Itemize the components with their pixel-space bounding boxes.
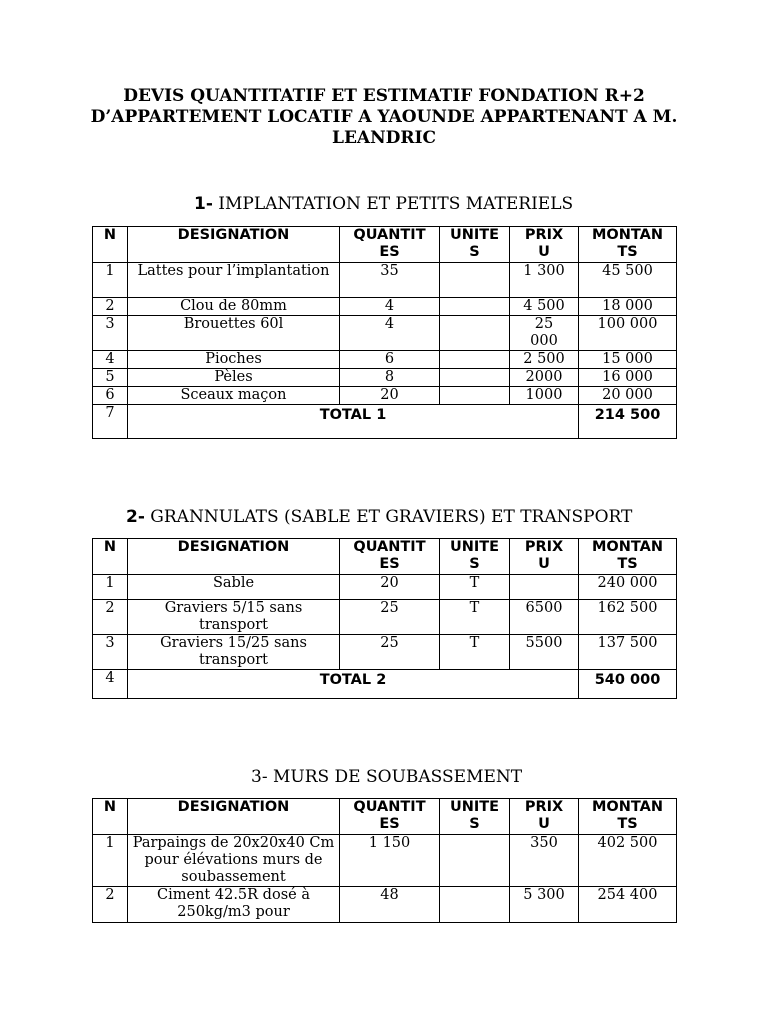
- cell-prix: 5 300: [510, 887, 579, 923]
- table-row: [93, 387, 677, 405]
- header-quantites: QUANTIT ES: [340, 799, 440, 835]
- section-1-number: 1-: [194, 194, 213, 214]
- table-row: [93, 887, 677, 923]
- cell-prix: 6500: [510, 600, 579, 635]
- header-unites: UNITE S: [440, 799, 510, 835]
- cell-montant: 18 000: [579, 298, 677, 316]
- header-quantites: QUANTIT ES: [340, 539, 440, 575]
- total-value: 540 000: [579, 670, 677, 699]
- cell-prix: 5500: [510, 635, 579, 670]
- section-3-heading: [251, 767, 522, 787]
- total-value: 214 500: [579, 405, 677, 439]
- cell-montant: 402 500: [579, 835, 677, 887]
- cell-montant: 162 500: [579, 600, 677, 635]
- cell-designation: Graviers 15/25 sans transport: [128, 635, 340, 670]
- cell-unite: T: [440, 575, 510, 600]
- cell-designation: Clou de 80mm: [128, 298, 340, 316]
- cell-n: 4: [93, 670, 128, 699]
- cell-quantite: 1 150: [340, 835, 440, 887]
- section-2-table: [92, 538, 677, 699]
- cell-n: 3: [93, 635, 128, 670]
- table-row: [93, 316, 677, 351]
- cell-quantite: 20: [340, 575, 440, 600]
- cell-designation: Ciment 42.5R dosé à 250kg/m3 pour: [128, 887, 340, 923]
- header-montants: MONTAN TS: [579, 227, 677, 263]
- section-1-table: [92, 226, 677, 439]
- section-3-title: 3- MURS DE SOUBASSEMENT: [251, 767, 523, 787]
- table-row: [93, 351, 677, 369]
- cell-prix: 4 500: [510, 298, 579, 316]
- cell-unite: [440, 351, 510, 369]
- table-row: [93, 835, 677, 887]
- header-montants: MONTAN TS: [579, 539, 677, 575]
- cell-designation: Sable: [128, 575, 340, 600]
- section-2-number: 2-: [126, 507, 145, 527]
- cell-prix: 2 500: [510, 351, 579, 369]
- title-line-2: D’APPARTEMENT LOCATIF A YAOUNDE APPARTENANT A M.: [90, 107, 678, 127]
- cell-n: 5: [93, 369, 128, 387]
- cell-montant: 240 000: [579, 575, 677, 600]
- cell-prix: 1000: [510, 387, 579, 405]
- table-row: [93, 635, 677, 670]
- cell-designation: Brouettes 60l: [128, 316, 340, 351]
- cell-unite: [440, 298, 510, 316]
- cell-unite: [440, 835, 510, 887]
- cell-n: 1: [93, 575, 128, 600]
- cell-designation: Pioches: [128, 351, 340, 369]
- table-header-row: [93, 799, 677, 835]
- cell-quantite: 25: [340, 635, 440, 670]
- table-row: [93, 575, 677, 600]
- table-header-row: [93, 539, 677, 575]
- document-title: [60, 86, 708, 149]
- cell-quantite: 4: [340, 298, 440, 316]
- cell-n: 2: [93, 887, 128, 923]
- cell-designation: Parpaings de 20x20x40 Cm pour élévations murs de soubassement: [128, 835, 340, 887]
- total-label: TOTAL 1: [128, 405, 579, 439]
- section-3-table: [92, 798, 677, 923]
- title-line-3: LEANDRIC: [332, 128, 436, 148]
- cell-n: 6: [93, 387, 128, 405]
- cell-prix: 1 300: [510, 263, 579, 298]
- table-row: [93, 369, 677, 387]
- section-1-title: IMPLANTATION ET PETITS MATERIELS: [212, 194, 574, 214]
- title-line-1: DEVIS QUANTITATIF ET ESTIMATIF FONDATION R+2: [123, 86, 645, 106]
- cell-montant: 16 000: [579, 369, 677, 387]
- cell-unite: T: [440, 635, 510, 670]
- cell-designation: Pèles: [128, 369, 340, 387]
- header-designation: DESIGNATION: [128, 227, 340, 263]
- header-n: N: [93, 539, 128, 575]
- header-designation: DESIGNATION: [128, 539, 340, 575]
- cell-n: 2: [93, 600, 128, 635]
- table-row: [93, 298, 677, 316]
- header-n: N: [93, 227, 128, 263]
- header-n: N: [93, 799, 128, 835]
- cell-unite: [440, 263, 510, 298]
- total-row: [93, 405, 677, 439]
- cell-montant: 100 000: [579, 316, 677, 351]
- header-montants: MONTAN TS: [579, 799, 677, 835]
- total-row: [93, 670, 677, 699]
- cell-unite: [440, 369, 510, 387]
- header-quantites: QUANTIT ES: [340, 227, 440, 263]
- header-unites: UNITE S: [440, 539, 510, 575]
- cell-prix: 350: [510, 835, 579, 887]
- cell-unite: [440, 387, 510, 405]
- total-label: TOTAL 2: [128, 670, 579, 699]
- table-row: [93, 600, 677, 635]
- cell-quantite: 48: [340, 887, 440, 923]
- cell-designation: Graviers 5/15 sans transport: [128, 600, 340, 635]
- header-prix: PRIX U: [510, 539, 579, 575]
- cell-montant: 20 000: [579, 387, 677, 405]
- cell-quantite: 8: [340, 369, 440, 387]
- cell-prix: 2000: [510, 369, 579, 387]
- cell-n: 3: [93, 316, 128, 351]
- cell-n: 2: [93, 298, 128, 316]
- cell-montant: 254 400: [579, 887, 677, 923]
- cell-unite: [440, 887, 510, 923]
- section-2-heading: [126, 507, 632, 527]
- cell-n: 4: [93, 351, 128, 369]
- cell-n: 7: [93, 405, 128, 439]
- cell-n: 1: [93, 263, 128, 298]
- cell-quantite: 4: [340, 316, 440, 351]
- section-1-heading: [194, 194, 573, 214]
- cell-prix: [510, 575, 579, 600]
- header-designation: DESIGNATION: [128, 799, 340, 835]
- cell-montant: 15 000: [579, 351, 677, 369]
- header-prix: PRIX U: [510, 227, 579, 263]
- cell-quantite: 25: [340, 600, 440, 635]
- header-prix: PRIX U: [510, 799, 579, 835]
- cell-montant: 137 500: [579, 635, 677, 670]
- cell-quantite: 35: [340, 263, 440, 298]
- cell-quantite: 20: [340, 387, 440, 405]
- cell-designation: Lattes pour l’implantation: [128, 263, 340, 298]
- section-2-title: GRANNULATS (SABLE ET GRAVIERS) ET TRANSPORT: [144, 507, 633, 527]
- cell-montant: 45 500: [579, 263, 677, 298]
- cell-prix: 25 000: [510, 316, 579, 351]
- header-unites: UNITE S: [440, 227, 510, 263]
- cell-unite: [440, 316, 510, 351]
- cell-designation: Sceaux maçon: [128, 387, 340, 405]
- table-header-row: [93, 227, 677, 263]
- table-row: [93, 263, 677, 298]
- cell-n: 1: [93, 835, 128, 887]
- cell-unite: T: [440, 600, 510, 635]
- cell-quantite: 6: [340, 351, 440, 369]
